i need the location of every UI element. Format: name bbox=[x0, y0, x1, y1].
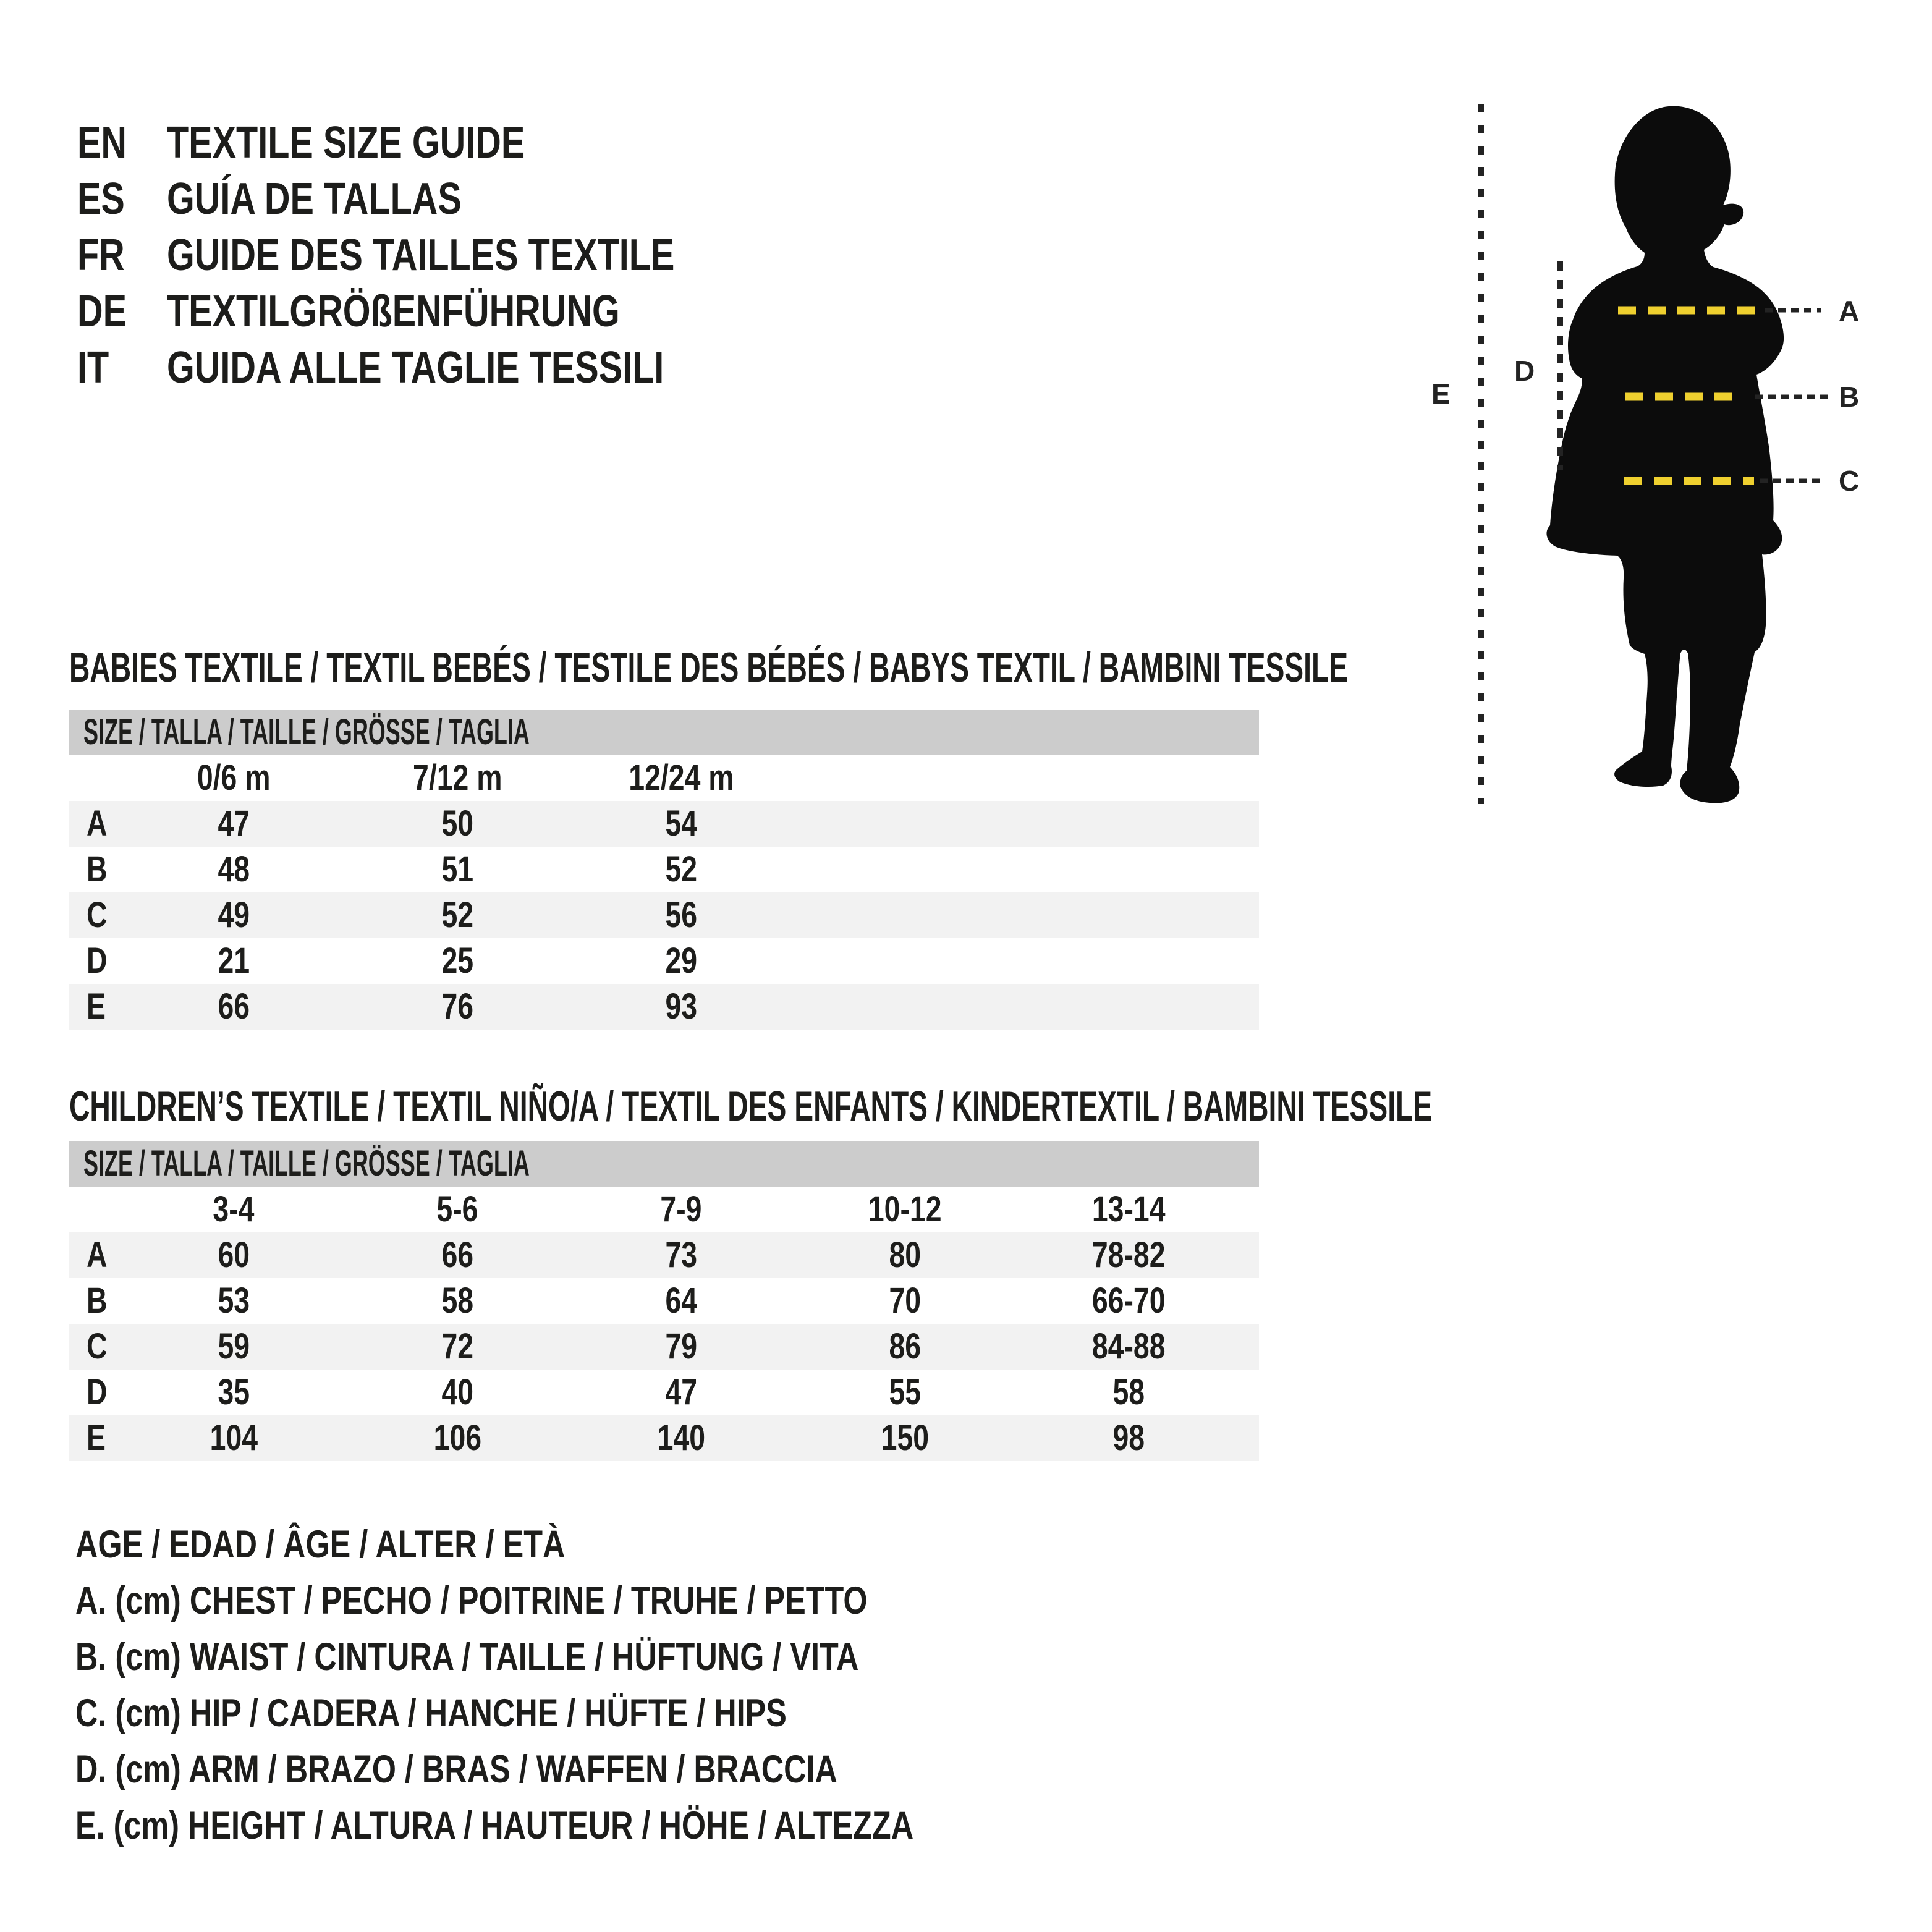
table-cell: 66 bbox=[218, 986, 250, 1027]
language-code: ES bbox=[77, 174, 125, 224]
legend-line-chest: A. (cm) CHEST / PECHO / POITRINE / TRUHE / PETTO bbox=[75, 1579, 868, 1622]
table-row bbox=[69, 847, 1259, 892]
table-cell: 52 bbox=[665, 849, 697, 889]
table-cell: 70 bbox=[889, 1281, 921, 1321]
page-title-en: TEXTILE SIZE GUIDE bbox=[167, 118, 525, 167]
language-code: IT bbox=[77, 343, 109, 392]
table-row bbox=[69, 892, 1259, 938]
table-cell: 40 bbox=[441, 1372, 473, 1412]
babies-col-header: 0/6 m bbox=[197, 758, 271, 798]
table-cell: 21 bbox=[218, 941, 250, 981]
page-title-de: TEXTILGRÖßENFÜHRUNG bbox=[167, 287, 620, 336]
page-title-it: GUIDA ALLE TAGLIE TESSILI bbox=[167, 343, 664, 392]
children-section-title-text: CHILDREN’S TEXTILE / TEXTIL NIÑO/A / TEXTIL DES ENFANTS / KINDERTEXTIL / BAMBINI TESSILE bbox=[69, 1083, 1433, 1130]
figure-label-height: E bbox=[1431, 378, 1452, 410]
table-cell: 51 bbox=[441, 849, 473, 889]
row-letter: C bbox=[87, 895, 108, 935]
table-row bbox=[69, 984, 1259, 1030]
table-cell: 29 bbox=[665, 941, 697, 981]
children-col-header: 7-9 bbox=[660, 1189, 702, 1229]
table-cell: 72 bbox=[441, 1326, 473, 1366]
table-cell: 52 bbox=[441, 895, 473, 935]
row-letter: D bbox=[87, 941, 108, 981]
row-letter: E bbox=[87, 986, 106, 1027]
table-cell: 59 bbox=[218, 1326, 250, 1366]
table-cell: 84-88 bbox=[1091, 1326, 1166, 1366]
babies-section-title-text: BABIES TEXTILE / TEXTIL BEBÉS / TESTILE DES BÉBÉS / BABYS TEXTIL / BAMBINI TESSILE bbox=[69, 644, 1349, 691]
table-cell: 93 bbox=[665, 986, 697, 1027]
babies-col-header: 12/24 m bbox=[628, 758, 734, 798]
table-cell: 54 bbox=[665, 803, 697, 844]
children-col-header: 13-14 bbox=[1091, 1189, 1166, 1229]
table-cell: 50 bbox=[441, 803, 473, 844]
babies-column-header-row bbox=[69, 755, 1259, 801]
children-size-header-text: SIZE / TALLA / TAILLE / GRÖSSE / TAGLIA bbox=[83, 1143, 530, 1184]
table-cell: 106 bbox=[433, 1418, 481, 1458]
legend-line-hip: C. (cm) HIP / CADERA / HANCHE / HÜFTE / HIPS bbox=[75, 1692, 787, 1735]
child-silhouette bbox=[1546, 106, 1784, 803]
table-cell: 53 bbox=[218, 1281, 250, 1321]
page-title-fr: GUIDE DES TAILLES TEXTILE bbox=[167, 231, 675, 280]
table-cell: 104 bbox=[210, 1418, 258, 1458]
children-column-header-row bbox=[69, 1187, 1259, 1232]
children-col-header: 10-12 bbox=[868, 1189, 942, 1229]
legend-line-age: AGE / EDAD / ÂGE / ALTER / ETÀ bbox=[75, 1523, 566, 1566]
table-cell: 25 bbox=[441, 941, 473, 981]
row-letter: B bbox=[87, 849, 108, 889]
table-cell: 78-82 bbox=[1091, 1235, 1166, 1275]
measurement-figure bbox=[1421, 62, 1932, 810]
table-cell: 64 bbox=[665, 1281, 697, 1321]
babies-col-header: 7/12 m bbox=[412, 758, 502, 798]
table-row bbox=[69, 801, 1259, 847]
children-col-header: 5-6 bbox=[436, 1189, 478, 1229]
language-code: FR bbox=[77, 231, 125, 280]
children-size-header-bar bbox=[69, 1141, 1259, 1187]
children-col-header: 3-4 bbox=[213, 1189, 255, 1229]
figure-label-arm: D bbox=[1514, 355, 1536, 387]
table-cell: 66-70 bbox=[1091, 1281, 1166, 1321]
figure-label-chest: A bbox=[1839, 295, 1861, 327]
table-cell: 86 bbox=[889, 1326, 921, 1366]
page-title-es: GUÍA DE TALLAS bbox=[167, 174, 462, 224]
table-cell: 66 bbox=[441, 1235, 473, 1275]
legend-line-height: E. (cm) HEIGHT / ALTURA / HAUTEUR / HÖHE / ALTEZZA bbox=[75, 1804, 914, 1847]
table-cell: 47 bbox=[665, 1372, 697, 1412]
babies-section-title bbox=[69, 640, 1932, 695]
legend-line-arm: D. (cm) ARM / BRAZO / BRAS / WAFFEN / BRACCIA bbox=[75, 1748, 837, 1791]
table-cell: 35 bbox=[218, 1372, 250, 1412]
table-cell: 58 bbox=[441, 1281, 473, 1321]
table-cell: 49 bbox=[218, 895, 250, 935]
row-letter: E bbox=[87, 1418, 106, 1458]
babies-size-header-text: SIZE / TALLA / TAILLE / GRÖSSE / TAGLIA bbox=[83, 712, 530, 752]
table-row bbox=[69, 1370, 1259, 1415]
table-cell: 140 bbox=[657, 1418, 705, 1458]
children-section-title bbox=[69, 1078, 1932, 1134]
row-letter: D bbox=[87, 1372, 108, 1412]
row-letter: A bbox=[87, 1235, 108, 1275]
legend-line-waist: B. (cm) WAIST / CINTURA / TAILLE / HÜFTUNG / VITA bbox=[75, 1635, 859, 1679]
table-row bbox=[69, 1415, 1259, 1461]
row-letter: C bbox=[87, 1326, 108, 1366]
table-cell: 76 bbox=[441, 986, 473, 1027]
table-row bbox=[69, 1324, 1259, 1370]
table-cell: 58 bbox=[1112, 1372, 1145, 1412]
table-cell: 55 bbox=[889, 1372, 921, 1412]
table-cell: 56 bbox=[665, 895, 697, 935]
table-cell: 48 bbox=[218, 849, 250, 889]
table-cell: 80 bbox=[889, 1235, 921, 1275]
table-cell: 150 bbox=[881, 1418, 929, 1458]
table-row bbox=[69, 1232, 1259, 1278]
table-row bbox=[69, 1278, 1259, 1324]
babies-size-header-bar bbox=[69, 710, 1259, 755]
row-letter: B bbox=[87, 1281, 108, 1321]
table-cell: 47 bbox=[218, 803, 250, 844]
table-cell: 98 bbox=[1112, 1418, 1145, 1458]
table-cell: 73 bbox=[665, 1235, 697, 1275]
language-code: EN bbox=[77, 118, 127, 167]
figure-label-waist: B bbox=[1839, 381, 1861, 413]
language-code: DE bbox=[77, 287, 127, 336]
row-letter: A bbox=[87, 803, 108, 844]
table-cell: 79 bbox=[665, 1326, 697, 1366]
figure-label-hip: C bbox=[1839, 465, 1861, 497]
table-row bbox=[69, 938, 1259, 984]
table-cell: 60 bbox=[218, 1235, 250, 1275]
